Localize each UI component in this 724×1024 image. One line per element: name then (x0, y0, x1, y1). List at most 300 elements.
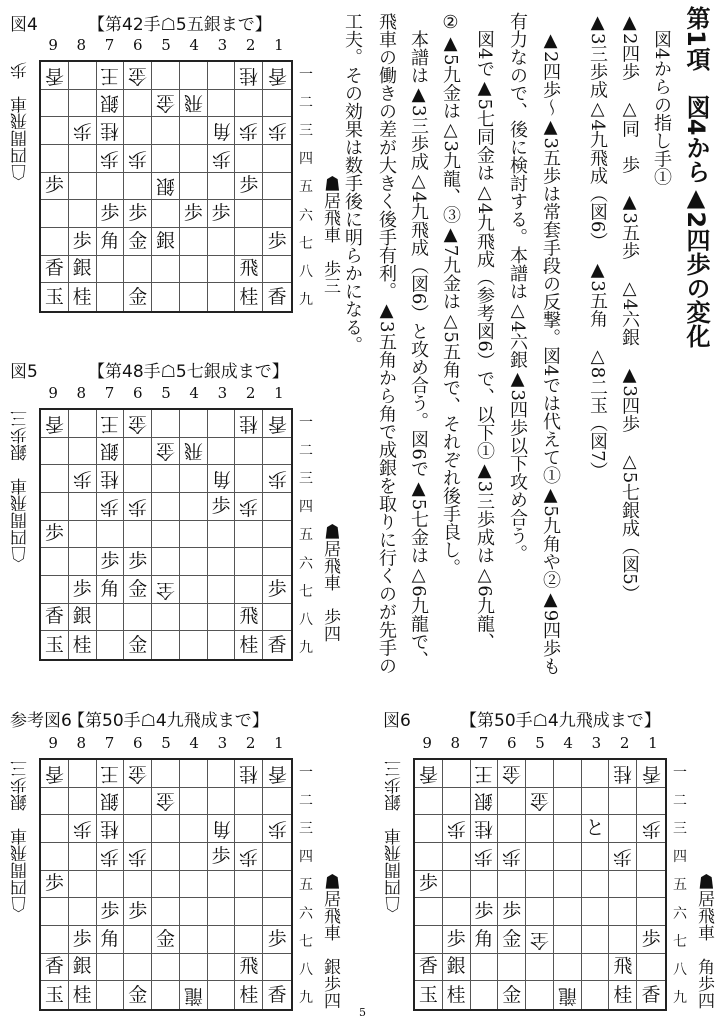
board-square[interactable] (124, 788, 152, 816)
board-square[interactable] (152, 604, 180, 632)
board-square[interactable] (498, 898, 526, 926)
board-square[interactable] (180, 228, 208, 256)
board-square[interactable] (41, 465, 69, 493)
board-square[interactable] (41, 981, 69, 1009)
board-square[interactable] (124, 898, 152, 926)
board-square[interactable] (180, 256, 208, 284)
board-square[interactable] (69, 90, 97, 118)
board-square[interactable] (235, 145, 263, 173)
board-square[interactable] (208, 465, 236, 493)
board-square[interactable] (180, 493, 208, 521)
board-square[interactable] (235, 438, 263, 466)
board-square[interactable] (637, 788, 665, 816)
board-square[interactable] (152, 493, 180, 521)
board-square[interactable] (180, 871, 208, 899)
board-square[interactable] (263, 926, 291, 954)
board-square[interactable] (97, 62, 125, 90)
board-square[interactable] (208, 631, 236, 659)
board-square[interactable] (582, 954, 610, 982)
board-square[interactable] (69, 228, 97, 256)
board-square[interactable] (41, 926, 69, 954)
board-square[interactable] (208, 256, 236, 284)
board-square[interactable] (124, 62, 152, 90)
board-square[interactable] (554, 843, 582, 871)
board-square[interactable] (208, 62, 236, 90)
board-square[interactable] (152, 465, 180, 493)
board-square[interactable] (180, 954, 208, 982)
board-square[interactable] (124, 926, 152, 954)
board-square[interactable] (498, 871, 526, 899)
board-square[interactable] (637, 843, 665, 871)
board-square[interactable] (208, 90, 236, 118)
board-square[interactable] (41, 788, 69, 816)
board-square[interactable] (637, 815, 665, 843)
board-square[interactable] (582, 871, 610, 899)
board-square[interactable] (124, 631, 152, 659)
board-square[interactable] (609, 788, 637, 816)
board-square[interactable] (637, 871, 665, 899)
board-square[interactable] (124, 465, 152, 493)
board-square[interactable] (152, 521, 180, 549)
board-square[interactable] (69, 410, 97, 438)
board-square[interactable] (263, 760, 291, 788)
board-square[interactable] (41, 117, 69, 145)
board-square[interactable] (180, 604, 208, 632)
board-square[interactable] (41, 62, 69, 90)
board-square[interactable] (97, 631, 125, 659)
board-square[interactable] (263, 256, 291, 284)
board-square[interactable] (235, 926, 263, 954)
board-square[interactable] (97, 90, 125, 118)
board-square[interactable] (208, 788, 236, 816)
board-square[interactable] (554, 981, 582, 1009)
board-square[interactable] (415, 954, 443, 982)
board-square[interactable] (124, 145, 152, 173)
board-square[interactable] (554, 954, 582, 982)
board-square[interactable] (263, 283, 291, 311)
board-square[interactable] (69, 760, 97, 788)
board-square[interactable] (69, 981, 97, 1009)
board-square[interactable] (152, 283, 180, 311)
board-square[interactable] (69, 926, 97, 954)
board-square[interactable] (41, 200, 69, 228)
board-square[interactable] (124, 871, 152, 899)
board-square[interactable] (97, 438, 125, 466)
board-square[interactable] (235, 283, 263, 311)
board-square[interactable] (235, 631, 263, 659)
board-square[interactable] (443, 815, 471, 843)
board-square[interactable] (180, 981, 208, 1009)
board-square[interactable] (208, 145, 236, 173)
board-square[interactable] (41, 256, 69, 284)
board-square[interactable] (69, 438, 97, 466)
board-square[interactable] (97, 815, 125, 843)
board-square[interactable] (471, 926, 499, 954)
board-square[interactable] (208, 228, 236, 256)
board-square[interactable] (97, 898, 125, 926)
board-square[interactable] (124, 228, 152, 256)
board-square[interactable] (41, 493, 69, 521)
board-square[interactable] (235, 228, 263, 256)
board-square[interactable] (582, 926, 610, 954)
board-square[interactable] (443, 760, 471, 788)
board-square[interactable] (263, 521, 291, 549)
board-square[interactable] (97, 788, 125, 816)
board-square[interactable] (263, 548, 291, 576)
board-square[interactable] (263, 898, 291, 926)
board-square[interactable] (263, 981, 291, 1009)
board-square[interactable] (637, 926, 665, 954)
board-square[interactable] (124, 117, 152, 145)
board-square[interactable] (208, 954, 236, 982)
board-square[interactable] (208, 815, 236, 843)
board-square[interactable] (208, 898, 236, 926)
board-square[interactable] (235, 62, 263, 90)
board-square[interactable] (69, 604, 97, 632)
board-square[interactable] (208, 871, 236, 899)
board-square[interactable] (180, 576, 208, 604)
board-square[interactable] (526, 788, 554, 816)
board-square[interactable] (124, 815, 152, 843)
board-square[interactable] (208, 576, 236, 604)
board-square[interactable] (498, 954, 526, 982)
board-square[interactable] (637, 898, 665, 926)
board-square[interactable] (41, 871, 69, 899)
board-square[interactable] (208, 843, 236, 871)
board-square[interactable] (124, 981, 152, 1009)
board-square[interactable] (152, 548, 180, 576)
board-square[interactable] (582, 815, 610, 843)
board-square[interactable] (208, 410, 236, 438)
board-square[interactable] (152, 576, 180, 604)
board-square[interactable] (526, 926, 554, 954)
board-square[interactable] (69, 465, 97, 493)
board-square[interactable] (471, 815, 499, 843)
board-square[interactable] (498, 926, 526, 954)
board-square[interactable] (124, 256, 152, 284)
board-square[interactable] (41, 145, 69, 173)
board-square[interactable] (235, 815, 263, 843)
board-square[interactable] (152, 117, 180, 145)
board-square[interactable] (69, 117, 97, 145)
board-square[interactable] (263, 200, 291, 228)
board-square[interactable] (69, 521, 97, 549)
board-square[interactable] (263, 604, 291, 632)
board-square[interactable] (152, 173, 180, 201)
board-square[interactable] (526, 898, 554, 926)
board-square[interactable] (526, 843, 554, 871)
board-square[interactable] (526, 954, 554, 982)
board-square[interactable] (97, 173, 125, 201)
board-square[interactable] (152, 410, 180, 438)
board-square[interactable] (582, 898, 610, 926)
board-square[interactable] (208, 117, 236, 145)
board-square[interactable] (208, 200, 236, 228)
board-square[interactable] (443, 954, 471, 982)
board-square[interactable] (609, 926, 637, 954)
board-square[interactable] (235, 576, 263, 604)
board-square[interactable] (235, 90, 263, 118)
board-square[interactable] (235, 493, 263, 521)
board-square[interactable] (235, 521, 263, 549)
board-square[interactable] (41, 760, 69, 788)
board-square[interactable] (609, 981, 637, 1009)
board-square[interactable] (443, 871, 471, 899)
board-square[interactable] (69, 631, 97, 659)
board-square[interactable] (41, 438, 69, 466)
board-square[interactable] (69, 898, 97, 926)
board-square[interactable] (124, 90, 152, 118)
board-square[interactable] (415, 843, 443, 871)
board-square[interactable] (609, 871, 637, 899)
board-square[interactable] (180, 631, 208, 659)
board-square[interactable] (415, 760, 443, 788)
board-square[interactable] (41, 228, 69, 256)
board-square[interactable] (152, 815, 180, 843)
board-square[interactable] (97, 256, 125, 284)
board-square[interactable] (471, 760, 499, 788)
board-square[interactable] (124, 283, 152, 311)
board-square[interactable] (180, 117, 208, 145)
board-square[interactable] (208, 438, 236, 466)
board-square[interactable] (180, 465, 208, 493)
board-square[interactable] (152, 981, 180, 1009)
board-square[interactable] (443, 981, 471, 1009)
board-square[interactable] (471, 788, 499, 816)
board-square[interactable] (152, 90, 180, 118)
board-square[interactable] (152, 200, 180, 228)
board-square[interactable] (124, 760, 152, 788)
board-square[interactable] (180, 760, 208, 788)
board-square[interactable] (526, 981, 554, 1009)
board-square[interactable] (263, 788, 291, 816)
board-square[interactable] (609, 760, 637, 788)
board-square[interactable] (235, 954, 263, 982)
board-square[interactable] (152, 926, 180, 954)
board-square[interactable] (498, 981, 526, 1009)
board-square[interactable] (235, 843, 263, 871)
board-square[interactable] (124, 410, 152, 438)
board-square[interactable] (415, 898, 443, 926)
board-square[interactable] (124, 200, 152, 228)
board-square[interactable] (69, 173, 97, 201)
board-square[interactable] (124, 493, 152, 521)
board-square[interactable] (152, 788, 180, 816)
board-square[interactable] (124, 521, 152, 549)
board-square[interactable] (235, 981, 263, 1009)
board-square[interactable] (97, 493, 125, 521)
board-square[interactable] (263, 493, 291, 521)
board-square[interactable] (97, 760, 125, 788)
board-square[interactable] (526, 815, 554, 843)
board-square[interactable] (471, 843, 499, 871)
board-square[interactable] (97, 843, 125, 871)
board-square[interactable] (415, 815, 443, 843)
board-square[interactable] (609, 843, 637, 871)
board-square[interactable] (208, 493, 236, 521)
board-square[interactable] (582, 843, 610, 871)
board-square[interactable] (41, 576, 69, 604)
board-square[interactable] (263, 410, 291, 438)
board-square[interactable] (208, 548, 236, 576)
board-square[interactable] (471, 981, 499, 1009)
board-square[interactable] (152, 438, 180, 466)
board-square[interactable] (443, 898, 471, 926)
board-square[interactable] (235, 200, 263, 228)
board-square[interactable] (41, 954, 69, 982)
board-square[interactable] (443, 788, 471, 816)
board-square[interactable] (235, 548, 263, 576)
board-square[interactable] (41, 548, 69, 576)
board-square[interactable] (263, 228, 291, 256)
board-square[interactable] (263, 815, 291, 843)
board-square[interactable] (41, 173, 69, 201)
board-square[interactable] (263, 954, 291, 982)
board-square[interactable] (180, 62, 208, 90)
board-square[interactable] (69, 788, 97, 816)
board-square[interactable] (180, 843, 208, 871)
board-square[interactable] (97, 548, 125, 576)
board-square[interactable] (235, 871, 263, 899)
board-square[interactable] (471, 954, 499, 982)
board-square[interactable] (554, 926, 582, 954)
board-square[interactable] (208, 604, 236, 632)
board-square[interactable] (235, 604, 263, 632)
board-square[interactable] (180, 173, 208, 201)
board-square[interactable] (69, 256, 97, 284)
board-square[interactable] (152, 954, 180, 982)
board-square[interactable] (180, 410, 208, 438)
board-square[interactable] (235, 256, 263, 284)
board-square[interactable] (235, 117, 263, 145)
board-square[interactable] (208, 760, 236, 788)
board-square[interactable] (180, 788, 208, 816)
board-square[interactable] (97, 521, 125, 549)
board-square[interactable] (263, 438, 291, 466)
board-square[interactable] (180, 898, 208, 926)
board-square[interactable] (498, 788, 526, 816)
board-square[interactable] (415, 926, 443, 954)
board-square[interactable] (582, 760, 610, 788)
board-square[interactable] (498, 843, 526, 871)
board-square[interactable] (554, 815, 582, 843)
board-square[interactable] (124, 548, 152, 576)
board-square[interactable] (471, 871, 499, 899)
board-square[interactable] (554, 788, 582, 816)
board-square[interactable] (263, 631, 291, 659)
board-square[interactable] (180, 90, 208, 118)
board-square[interactable] (124, 438, 152, 466)
board-square[interactable] (609, 954, 637, 982)
board-square[interactable] (97, 465, 125, 493)
board-square[interactable] (263, 173, 291, 201)
board-square[interactable] (180, 200, 208, 228)
board-square[interactable] (69, 493, 97, 521)
board-square[interactable] (235, 788, 263, 816)
board-square[interactable] (609, 815, 637, 843)
board-square[interactable] (263, 465, 291, 493)
board-square[interactable] (41, 843, 69, 871)
board-square[interactable] (97, 117, 125, 145)
board-square[interactable] (41, 898, 69, 926)
board-square[interactable] (69, 576, 97, 604)
board-square[interactable] (208, 521, 236, 549)
board-square[interactable] (415, 871, 443, 899)
board-square[interactable] (97, 871, 125, 899)
board-square[interactable] (180, 438, 208, 466)
board-square[interactable] (97, 228, 125, 256)
board-square[interactable] (554, 760, 582, 788)
board-square[interactable] (180, 521, 208, 549)
board-square[interactable] (69, 954, 97, 982)
board-square[interactable] (415, 788, 443, 816)
board-square[interactable] (124, 173, 152, 201)
board-square[interactable] (41, 604, 69, 632)
board-square[interactable] (235, 760, 263, 788)
board-square[interactable] (69, 145, 97, 173)
board-square[interactable] (180, 145, 208, 173)
board-square[interactable] (152, 228, 180, 256)
board-square[interactable] (263, 576, 291, 604)
board-square[interactable] (498, 760, 526, 788)
board-square[interactable] (152, 62, 180, 90)
board-square[interactable] (152, 145, 180, 173)
board-square[interactable] (235, 173, 263, 201)
board-square[interactable] (152, 256, 180, 284)
board-square[interactable] (97, 981, 125, 1009)
board-square[interactable] (180, 548, 208, 576)
board-square[interactable] (208, 283, 236, 311)
board-square[interactable] (471, 898, 499, 926)
board-square[interactable] (41, 631, 69, 659)
board-square[interactable] (69, 843, 97, 871)
board-square[interactable] (263, 117, 291, 145)
board-square[interactable] (69, 62, 97, 90)
board-square[interactable] (235, 465, 263, 493)
board-square[interactable] (263, 145, 291, 173)
board-square[interactable] (41, 815, 69, 843)
board-square[interactable] (124, 604, 152, 632)
board-square[interactable] (41, 283, 69, 311)
board-square[interactable] (69, 283, 97, 311)
board-square[interactable] (263, 871, 291, 899)
board-square[interactable] (180, 283, 208, 311)
board-square[interactable] (637, 760, 665, 788)
board-square[interactable] (498, 815, 526, 843)
board-square[interactable] (208, 173, 236, 201)
board-square[interactable] (69, 815, 97, 843)
board-square[interactable] (263, 62, 291, 90)
board-square[interactable] (263, 90, 291, 118)
board-square[interactable] (69, 548, 97, 576)
board-square[interactable] (152, 631, 180, 659)
board-square[interactable] (554, 898, 582, 926)
board-square[interactable] (41, 521, 69, 549)
board-square[interactable] (69, 200, 97, 228)
board-square[interactable] (97, 200, 125, 228)
board-square[interactable] (97, 283, 125, 311)
board-square[interactable] (526, 760, 554, 788)
board-square[interactable] (208, 926, 236, 954)
board-square[interactable] (415, 981, 443, 1009)
board-square[interactable] (97, 954, 125, 982)
board-square[interactable] (637, 954, 665, 982)
board-square[interactable] (582, 788, 610, 816)
board-square[interactable] (152, 871, 180, 899)
board-square[interactable] (97, 926, 125, 954)
board-square[interactable] (152, 898, 180, 926)
board-square[interactable] (124, 954, 152, 982)
